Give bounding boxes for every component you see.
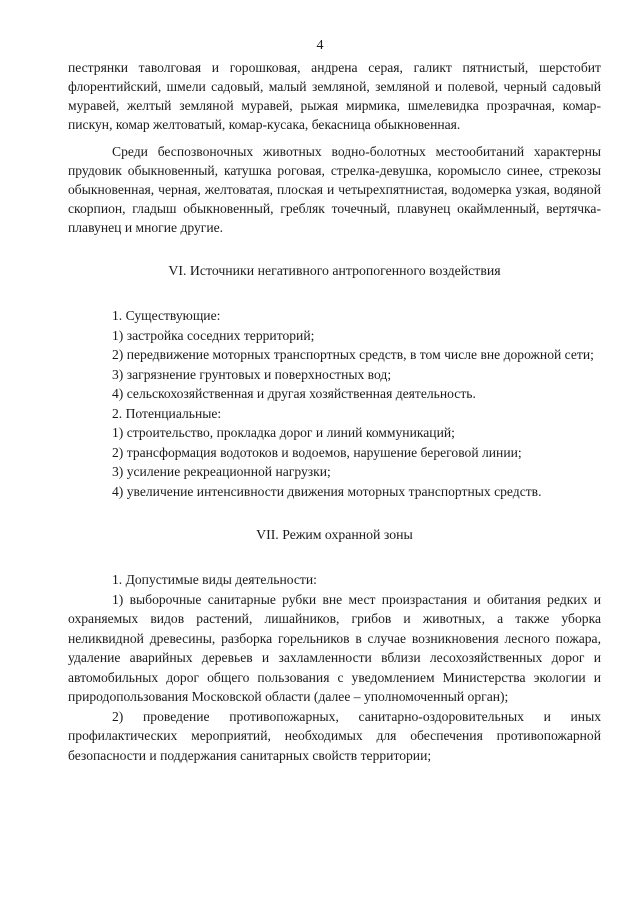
intro-paragraph: пестрянки таволговая и горошковая, андрена серая, галикт пятнистый, шерстобит флорентийский, шмели садовый, малый земляной, земляной и полевой, черный садовый муравей, желтый земляной муравей, рыжая мирмика, шмелевидка прозрачная, комар-пискун, комар желтоватый, комар-кусака, бекасница обыкновенная. — [68, 60, 601, 132]
list-item: 1) застройка соседних территорий; — [112, 327, 315, 343]
list-item: 2) передвижение моторных транспортных средств, в том числе вне дорожной сети; — [112, 347, 594, 362]
invertebrates-paragraph: Среди беспозвоночных животных водно-болотных местообитаний характерны прудовик обыкновенный, катушка роговая, стрелка-девушка, коромысло синее, стрекозы обыкновенная, черная, желтоватая, плоская и четырехпятнистая, водомерка узкая, водяной скорпион, гладыш обыкновенный, гребляк точечный, плавунец окаймленный, вертячка-плавунец и многие другие. — [68, 144, 601, 235]
list-item: 1) выборочные санитарные рубки вне мест произрастания и обитания редких и охраняемых видов растений, лишайников, грибов и животных, а также уборка неликвидной древесины, разборка горельников в случае возникновения лесного пожара, удаление аварийных деревьев и захламленности вблизи лесохозяйственных дорог и автомобильных дорог общего пользования с уведомлением Министерства экологии и природопользования Московской области (далее – уполномоченный орган); — [68, 591, 601, 704]
list-item: 2) трансформация водотоков и водоемов, нарушение береговой линии; — [112, 444, 522, 460]
section-vii-list — [68, 570, 601, 765]
allowed-label: 1. Допустимые виды деятельности: — [112, 572, 317, 587]
existing-label: 1. Существующие: — [112, 308, 221, 323]
list-item: 4) увеличение интенсивности движения моторных транспортных средств. — [112, 483, 542, 499]
list-item: 3) загрязнение грунтовых и поверхностных вод; — [112, 366, 392, 382]
list-item: 3) усиление рекреационной нагрузки; — [112, 464, 331, 479]
list-item: 1) строительство, прокладка дорог и линий коммуникаций; — [112, 425, 455, 440]
list-item: 2) проведение противопожарных, санитарно-оздоровительных и иных профилактических мероприятий, необходимых для обеспечения противопожарной безопасности и поддержания санитарных свойств территории; — [68, 708, 601, 763]
potential-label: 2. Потенциальные: — [112, 405, 222, 421]
document-body — [68, 58, 601, 765]
list-item: 4) сельскохозяйственная и другая хозяйственная деятельность. — [112, 386, 476, 401]
section-vi-heading: VI. Источники негативного антропогенного воздействия — [168, 263, 501, 278]
section-vii-heading: VII. Режим охранной зоны — [256, 527, 413, 542]
page-number: 4 — [316, 38, 324, 53]
section-vi-list — [68, 306, 601, 501]
